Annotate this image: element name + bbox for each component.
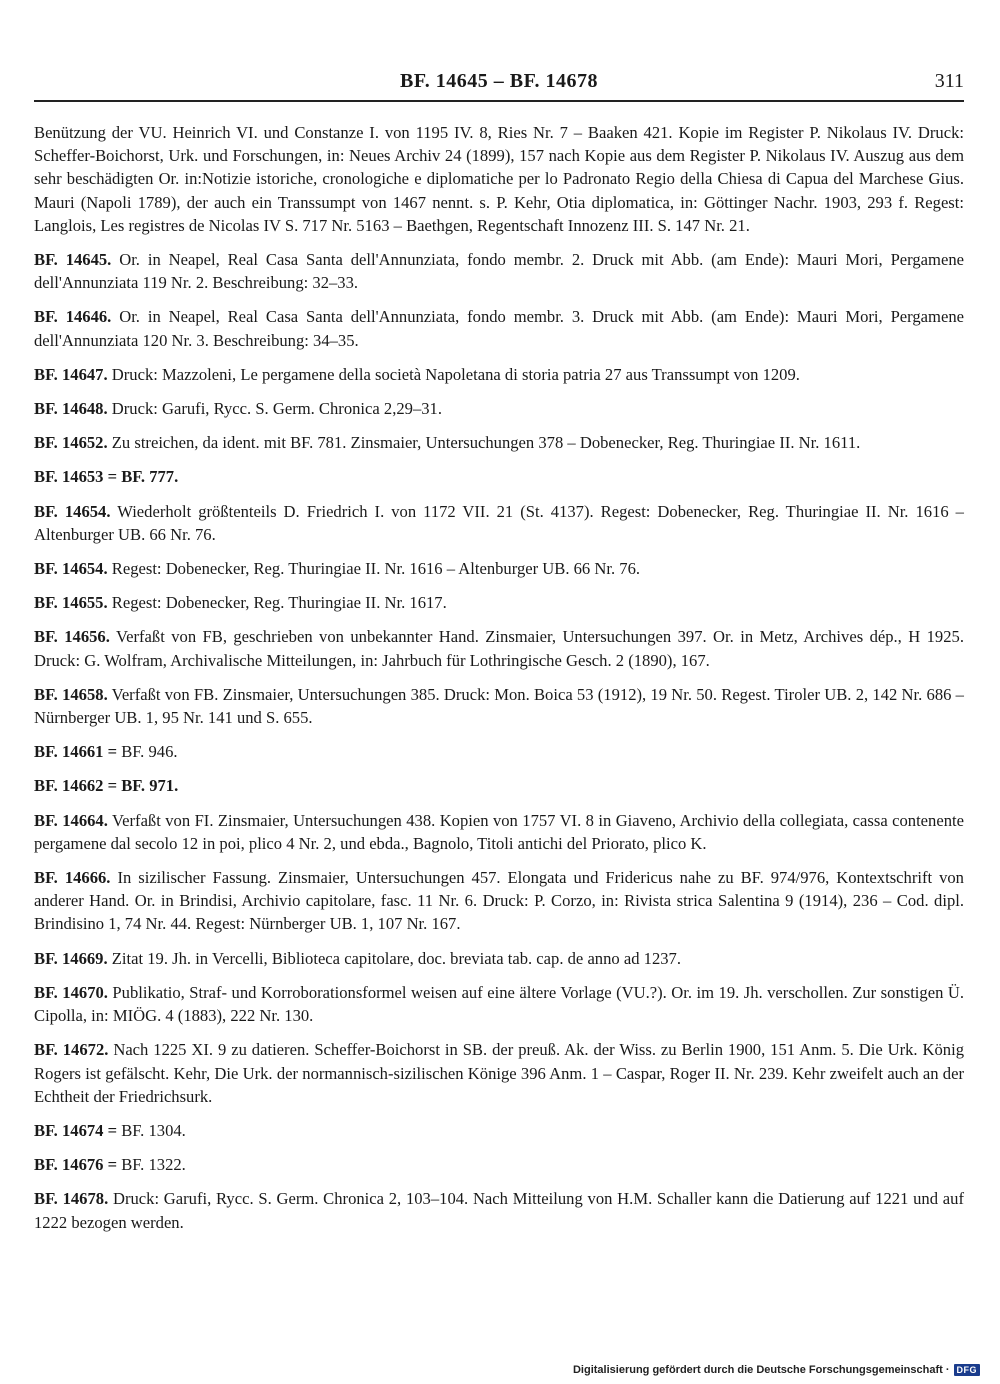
entry-ref: BF. 14670. (34, 982, 108, 1002)
entry-text: Zu streichen, da ident. mit BF. 781. Zinsmaier, Untersuchungen 378 – Dobenecker, Reg. Thuringiae II. Nr. 1611. (107, 433, 861, 453)
digitization-footer (573, 1364, 980, 1376)
paragraph-entry (34, 774, 964, 797)
page-header (34, 66, 964, 102)
entry-text: Publikatio, Straf- und Korroborationsformel weisen auf eine ältere Vorlage (VU.?). Or. im 19. Jh. verschollen. Zur sonstigen Ü. Cipolla, in: MIÖG. 4 (1883), 222 Nr. 130. (34, 982, 964, 1026)
paragraph-entry (34, 740, 964, 763)
entry-text: Benützung der VU. Heinrich VI. und Constanze I. von 1195 IV. 8, Ries Nr. 7 – Baaken 421. Kopie im Register P. Nikolaus IV. Druck: Scheffer-Boichorst, Urk. und Forschungen, in: Neues Archiv 24 (1899), 157 nach Kopie aus dem Register P. Nikolaus IV. Auszug aus dem sehr beschädigten Or. in:Notizie istoriche, cronologiche e diplomatiche per lo Padronato Regio della Chiesa di Capua del Marchese Gius. Mauri (Napoli 1789), der auch ein Transsumpt von 1467 nennt. s. P. Kehr, Otia diplomatica, in: Göttinger Nachr. 1903, 293 f. Regest: Langlois, Les registres de Nicolas IV S. 717 Nr. 5163 – Baethgen, Regentschaft Innozenz III. S. 147 Nr. 21. (34, 123, 964, 235)
entry-text: BF. 1322. (121, 1155, 186, 1175)
paragraph-entry (34, 591, 964, 614)
entry-ref: BF. 14654. (34, 559, 108, 579)
paragraph-entry (34, 397, 964, 420)
paragraph-entry (34, 981, 964, 1027)
entry-text: BF. 1304. (121, 1120, 186, 1140)
entry-text: Regest: Dobenecker, Reg. Thuringiae II. Nr. 1617. (107, 593, 447, 613)
entry-ref: BF. 14661 = (34, 742, 122, 762)
entry-ref: BF. 14647. (34, 364, 108, 384)
paragraph-entry (34, 305, 964, 351)
paragraph-entry (34, 683, 964, 729)
entry-ref: BF. 14669. (34, 948, 108, 968)
paragraph-entry (34, 1119, 964, 1142)
paragraph-entry (34, 809, 964, 855)
footer-credit: Digitalisierung gefördert durch die Deutsche Forschungsgemeinschaft · (572, 1364, 950, 1376)
paragraph-entry (34, 557, 964, 580)
entry-text: BF. 946. (121, 742, 178, 762)
paragraph-entry (34, 866, 964, 936)
entry-text: Wiederholt größtenteils D. Friedrich I. von 1172 VII. 21 (St. 4137). Regest: Dobenecker, Reg. Thuringiae II. Nr. 1616 – Altenburger UB. 66 Nr. 76. (34, 501, 964, 544)
paragraph-intro (34, 121, 964, 237)
entry-ref: BF. 14658. (34, 684, 108, 704)
paragraph-entry (34, 1038, 964, 1108)
entry-text: Or. in Neapel, Real Casa Santa dell'Annunziata, fondo membr. 2. Druck mit Abb. (am Ende): Mauri Mori, Pergamene dell'Annunziata 119 Nr. 2. Beschreibung: 32–33. (34, 250, 964, 293)
page-number: 311 (934, 70, 964, 92)
entry-ref: BF. 14676 = (34, 1155, 122, 1175)
entry-text: Or. in Neapel, Real Casa Santa dell'Annunziata, fondo membr. 3. Druck mit Abb. (am Ende): Mauri Mori, Pergamene dell'Annunziata 120 Nr. 3. Beschreibung: 34–35. (34, 307, 964, 350)
entry-text: Druck: Mazzoleni, Le pergamene della società Napoletana di storia patria 27 aus Transsumpt von 1209. (107, 364, 800, 384)
entry-ref: BF. 14653 = BF. 777. (34, 467, 179, 487)
entry-ref: BF. 14666. (34, 868, 111, 888)
entry-text: Nach 1225 XI. 9 zu datieren. Scheffer-Boichorst in SB. der preuß. Ak. der Wiss. zu Berlin 1900, 151 Anm. 5. Die Urk. König Rogers ist gefälscht. Kehr, Die Urk. der normannisch-sizilischen Könige 396 Anm. 1 – Caspar, Roger II. Nr. 239. Kehr zweifelt auch an der Echtheit der Friedrichsurk. (34, 1040, 964, 1106)
entry-ref: BF. 14655. (34, 593, 108, 613)
entry-text: Druck: Garufi, Rycc. S. Germ. Chronica 2,29–31. (107, 399, 442, 419)
entry-ref: BF. 14652. (34, 433, 108, 453)
entry-ref: BF. 14678. (34, 1189, 109, 1209)
entry-ref: BF. 14656. (34, 627, 110, 647)
entry-text: Druck: Garufi, Rycc. S. Germ. Chronica 2, 103–104. Nach Mitteilung von H.M. Schaller kann die Datierung auf 1221 und auf 1222 bezogen werden. (34, 1189, 964, 1232)
entry-ref: BF. 14645. (34, 250, 112, 270)
entry-text: Verfaßt von FI. Zinsmaier, Untersuchungen 438. Kopien von 1757 VI. 8 in Giaveno, Archivio della collegiata, cassa contenente pergamene dal secolo 12 in poi, plico 4 Nr. 2, und ebda., Bagnolo, Titoli antichi del Priorato, plico K. (34, 810, 964, 853)
paragraph-entry (34, 947, 964, 970)
paragraph-entry (34, 465, 964, 488)
page-body (34, 121, 964, 1245)
entry-text: In sizilischer Fassung. Zinsmaier, Untersuchungen 457. Elongata und Fridericus nahe zu BF. 974/976, Kontextschrift von anderer Hand. Or. in Brindisi, Archivio capitolare, fasc. 11 Nr. 6. Druck: P. Corzo, in: Rivista strica Salentina 9 (1914), 236 – Cod. dipl. Brindisino 1, 74 Nr. 44. Regest: Nürnberger UB. 1, 107 Nr. 167. (34, 868, 964, 934)
entry-text: Verfaßt von FB, geschrieben von unbekannter Hand. Zinsmaier, Untersuchungen 397. Or. in Metz, Archives dép., H 1925. Druck: G. Wolfram, Archivalische Mitteilungen, in: Jahrbuch für Lothringische Gesch. 2 (1890), 167. (34, 627, 964, 670)
entry-ref: BF. 14648. (34, 399, 108, 419)
running-title: BF. 14645 – BF. 14678 (400, 70, 598, 92)
entry-ref: BF. 14664. (34, 810, 108, 830)
entry-ref: BF. 14654. (34, 501, 111, 521)
paragraph-entry (34, 1187, 964, 1233)
paragraph-entry (34, 1153, 964, 1176)
paragraph-entry (34, 431, 964, 454)
entry-ref: BF. 14662 = BF. 971. (34, 776, 179, 796)
paragraph-entry (34, 500, 964, 546)
entry-text: Zitat 19. Jh. in Vercelli, Biblioteca capitolare, doc. breviata tab. cap. de anno ad 1237. (107, 948, 681, 968)
dfg-logo-icon: DFG (954, 1364, 981, 1376)
entry-text: Verfaßt von FB. Zinsmaier, Untersuchungen 385. Druck: Mon. Boica 53 (1912), 19 Nr. 50. Regest. Tiroler UB. 2, 142 Nr. 686 – Nürnberger UB. 1, 95 Nr. 141 und S. 655. (34, 684, 964, 728)
entry-ref: BF. 14672. (34, 1040, 109, 1060)
entry-ref: BF. 14646. (34, 307, 112, 327)
entry-ref: BF. 14674 = (34, 1120, 122, 1140)
paragraph-entry (34, 625, 964, 671)
paragraph-entry (34, 248, 964, 294)
paragraph-entry (34, 363, 964, 386)
entry-text: Regest: Dobenecker, Reg. Thuringiae II. Nr. 1616 – Altenburger UB. 66 Nr. 76. (107, 559, 641, 579)
